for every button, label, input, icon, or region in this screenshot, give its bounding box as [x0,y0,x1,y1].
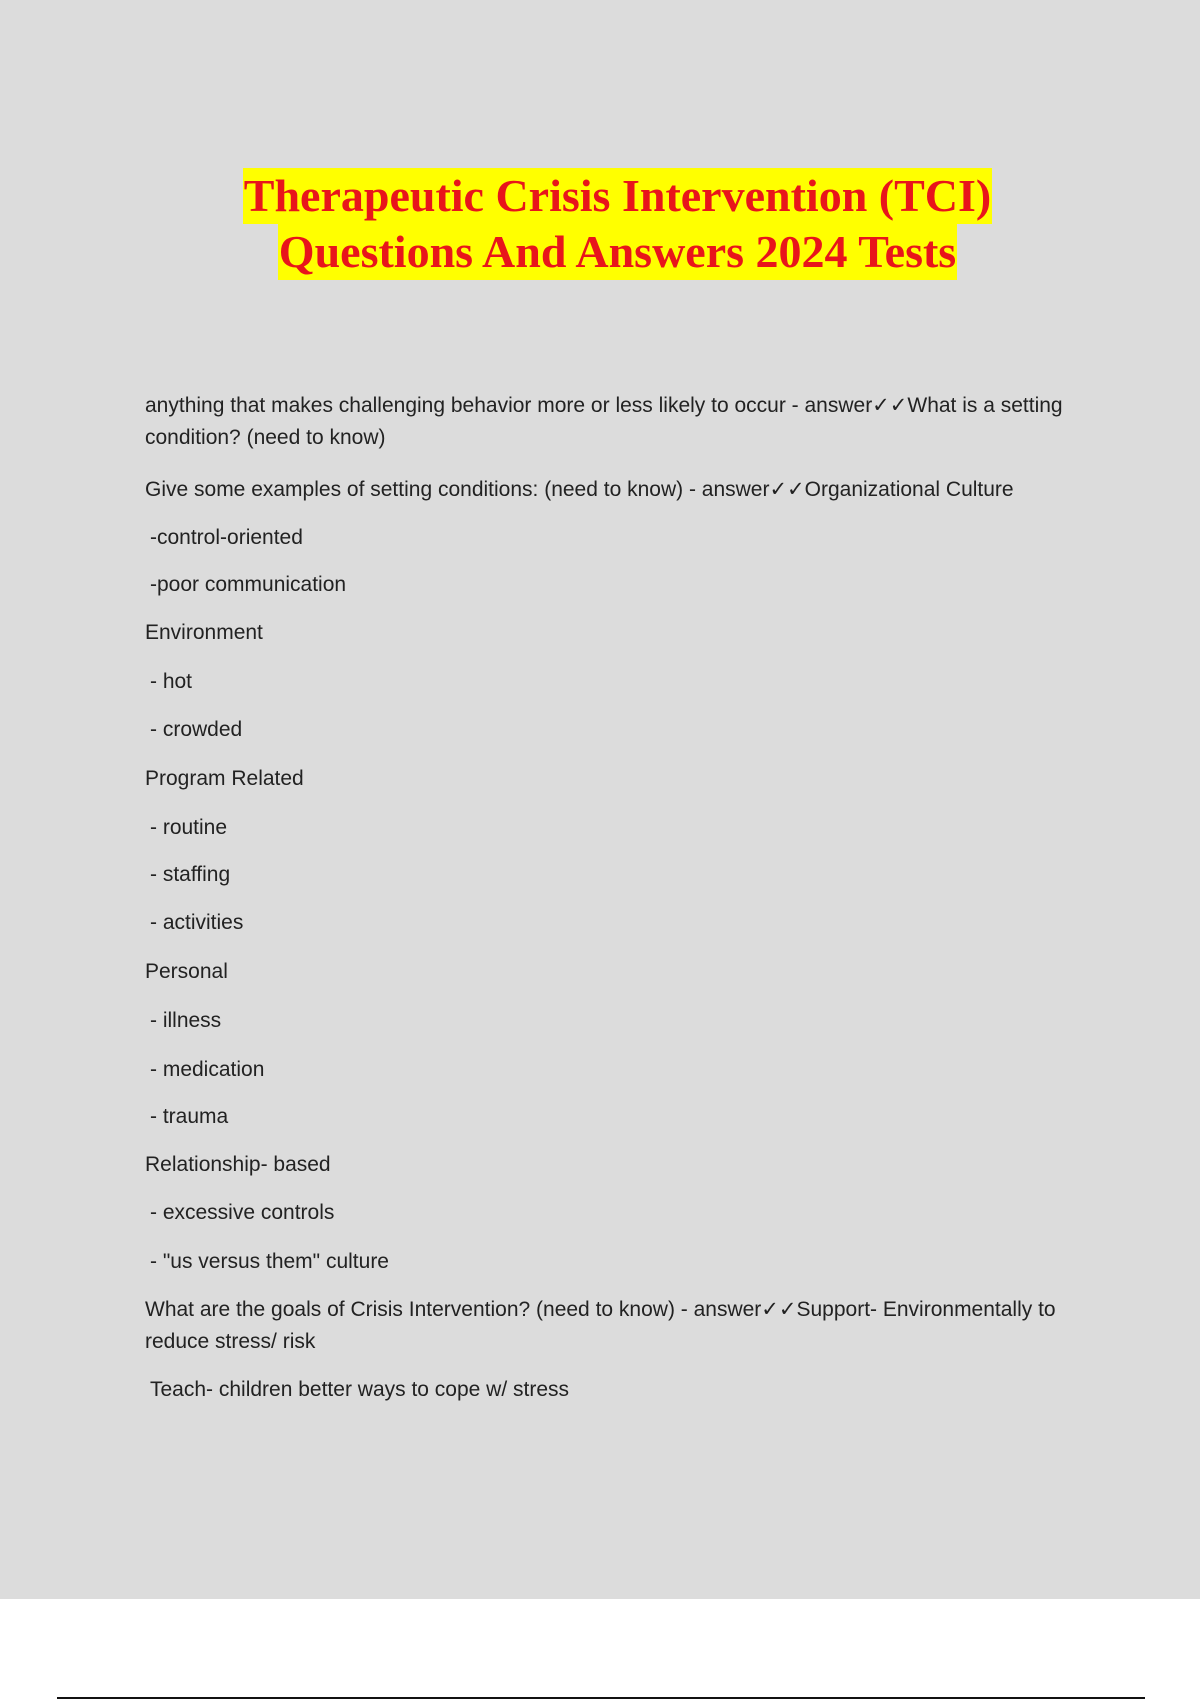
list-item: -control-oriented [150,526,303,549]
list-heading-personal: Personal [145,960,228,983]
paragraph-setting-examples: Give some examples of setting conditions: (need to know) - answer✓✓Organizational Culture [145,478,1014,501]
document-title [0,168,1200,280]
list-item: - "us versus them" culture [150,1250,389,1273]
list-item: - crowded [150,718,243,741]
list-item: -poor communication [150,573,347,596]
list-item: - activities [150,911,244,934]
paragraph-setting-condition: anything that makes challenging behavior more or less likely to occur - answer✓✓What is a setting condition? (need to know) [145,394,1063,449]
list-heading-relationship: Relationship- based [145,1153,331,1176]
title-line-2: Questions And Answers 2024 Tests [278,224,957,280]
paragraph-crisis-goals: What are the goals of Crisis Intervention? (need to know) - answer✓✓Support- Environmentally to reduce stress/ risk [145,1298,1056,1353]
list-heading-program: Program Related [145,767,304,790]
list-item: - trauma [150,1105,229,1128]
list-item: - routine [150,816,228,839]
list-heading-environment: Environment [145,621,263,644]
list-item: - medication [150,1058,265,1081]
paragraph-teach: Teach- children better ways to cope w/ stress [150,1378,570,1401]
document-body [145,390,1095,1406]
title-line-1: Therapeutic Crisis Intervention (TCI) [243,168,992,224]
list-item: - hot [150,670,193,693]
footer-divider [57,1697,1145,1699]
list-item: - illness [150,1009,222,1032]
list-item: - staffing [150,863,231,886]
list-item: - excessive controls [150,1201,335,1224]
